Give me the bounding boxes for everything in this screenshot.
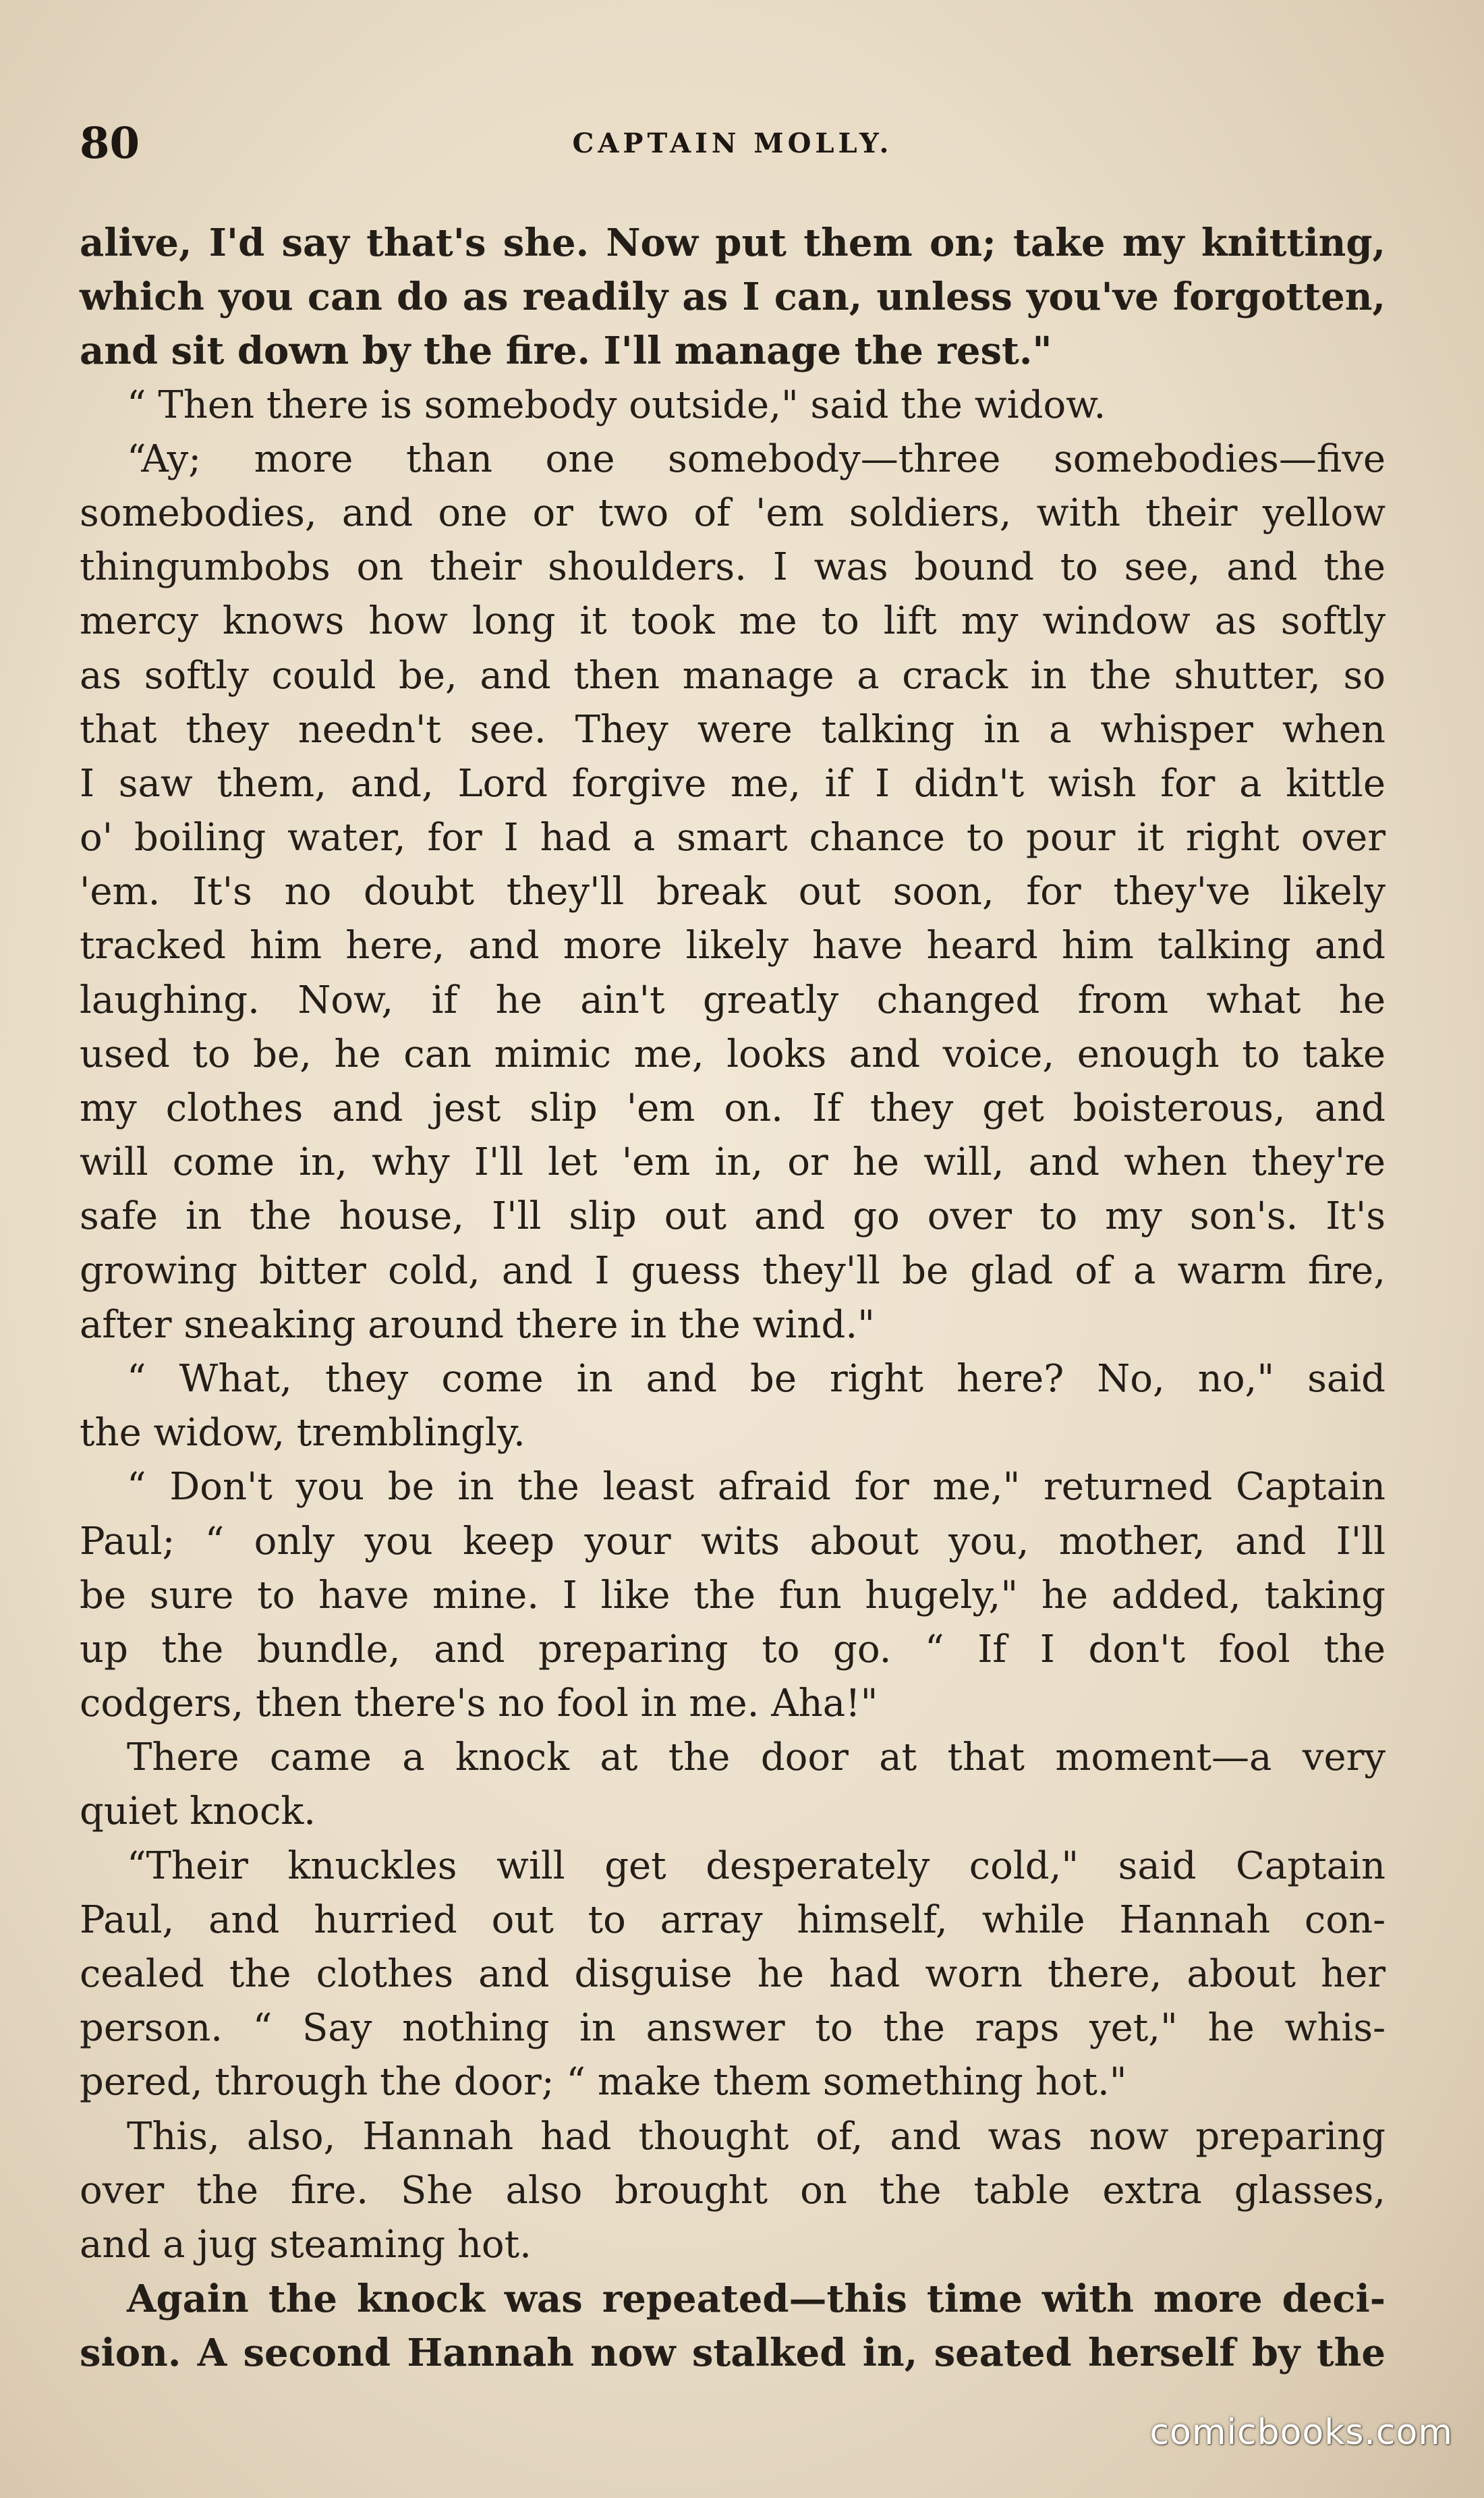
text-line: This, also, Hannah had thought of, and was now preparing <box>127 2114 1386 2159</box>
text-line: laughing. Now, if he ain't greatly changed from what he <box>80 978 1386 1022</box>
text-line: Paul, and hurried out to array himself, while Hannah con- <box>80 1897 1386 1942</box>
text-line: after sneaking around there in the wind." <box>80 1302 875 1347</box>
text-line: Paul; “ only you keep your wits about you, mother, and I'll <box>80 1519 1386 1563</box>
text-line: my clothes and jest slip 'em on. If they get boisterous, and <box>80 1086 1386 1130</box>
text-line: Again the knock was repeated—this time with more deci- <box>127 2277 1386 2322</box>
text-line: pered, through the door; “ make them something hot." <box>80 2060 1127 2105</box>
text-line: the widow, tremblingly. <box>80 1411 525 1455</box>
text-line: somebodies, and one or two of 'em soldiers, with their yellow <box>80 491 1386 535</box>
text-line: used to be, he can mimic me, looks and voice, enough to take <box>80 1032 1386 1076</box>
running-title: CAPTAIN MOLLY. <box>572 128 893 159</box>
page-number: 80 <box>80 118 140 169</box>
body-text <box>80 216 1386 2381</box>
text-line: safe in the house, I'll slip out and go over to my son's. It's <box>80 1194 1386 1239</box>
text-line: “Ay; more than one somebody—three somebodies—five <box>127 437 1386 481</box>
text-line: person. “ Say nothing in answer to the raps yet," he whis- <box>80 2006 1386 2051</box>
text-line: growing bitter cold, and I guess they'll be glad of a warm fire, <box>80 1248 1386 1293</box>
text-line: codgers, then there's no fool in me. Aha!" <box>80 1682 878 1726</box>
text-line: be sure to have mine. I like the fun hugely," he added, taking <box>80 1573 1386 1617</box>
text-line: and sit down by the fire. I'll manage the rest." <box>80 329 1052 374</box>
text-line: 'em. It's no doubt they'll break out soon, for they've likely <box>80 870 1386 914</box>
text-line: There came a knock at the door at that moment—a very <box>127 1736 1386 1780</box>
text-line: thingumbobs on their shoulders. I was bound to see, and the <box>80 545 1386 590</box>
text-line: quiet knock. <box>80 1789 316 1834</box>
text-line: alive, I'd say that's she. Now put them on; take my knitting, <box>80 221 1386 265</box>
text-line: I saw them, and, Lord forgive me, if I didn't wish for a kittle <box>80 761 1386 806</box>
text-line: as softly could be, and then manage a crack in the shutter, so <box>80 653 1386 698</box>
text-line: tracked him here, and more likely have heard him talking and <box>80 924 1386 968</box>
text-line: cealed the clothes and disguise he had worn there, about her <box>80 1952 1386 1996</box>
text-line: over the fire. She also brought on the table extra glasses, <box>80 2168 1386 2213</box>
text-line: and a jug steaming hot. <box>80 2222 532 2267</box>
page-header <box>80 113 1386 174</box>
text-line: mercy knows how long it took me to lift my window as softly <box>80 599 1386 644</box>
text-line: “ What, they come in and be right here? No, no," said <box>127 1356 1386 1401</box>
text-line: which you can do as readily as I can, unless you've forgotten, <box>80 275 1386 320</box>
text-line: sion. A second Hannah now stalked in, seated herself by the <box>80 2331 1386 2376</box>
text-line: o' boiling water, for I had a smart chance to pour it right over <box>80 816 1386 860</box>
text-line: up the bundle, and preparing to go. “ If I don't fool the <box>80 1627 1386 1671</box>
watermark: comicbooks.com <box>1149 2412 1453 2453</box>
text-line: “ Don't you be in the least afraid for me," returned Captain <box>127 1465 1386 1509</box>
text-line: that they needn't see. They were talking in a whisper when <box>80 707 1386 752</box>
text-line: will come in, why I'll let 'em in, or he will, and when they're <box>80 1140 1386 1185</box>
text-line: “ Then there is somebody outside," said the widow. <box>127 383 1106 427</box>
text-line: “Their knuckles will get desperately cold," said Captain <box>127 1843 1386 1888</box>
